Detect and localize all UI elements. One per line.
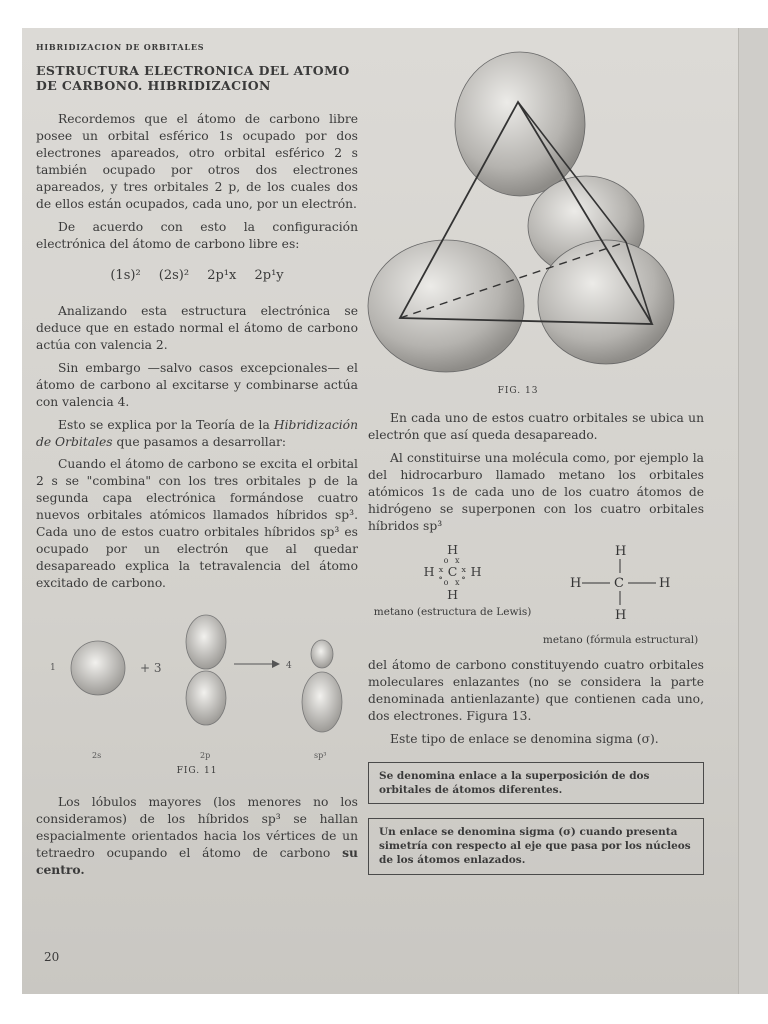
label-2s: 2s xyxy=(92,751,102,761)
fig11-number-4: 4 xyxy=(286,661,292,672)
methane-structural-diagram xyxy=(566,543,676,625)
right-column xyxy=(368,410,704,875)
paragraph: Cuando el átomo de carbono se excita el orbital 2 s se "combina" con los tres orbitales p de la segunda capa electrónica formándose cuatro nuevos orbitales atómicos llamados híbridos sp³. Cada uno de estos cuatro orbitales híbridos sp³ es ocupado por un electrón que al quedar desapareado explica la tetravalencia del átomo excitado de carbono. xyxy=(36,457,358,591)
electron-configuration: (1s)² (2s)² 2p¹x 2p¹y xyxy=(110,267,284,283)
orbital-sp3-small-lobe xyxy=(311,640,333,668)
svg-text:H: H xyxy=(614,543,626,559)
orbital-lobe-top xyxy=(455,52,585,196)
bold-phrase: su centro. xyxy=(36,845,358,878)
structural-caption: metano (fórmula estructural) xyxy=(542,633,699,646)
running-head: HIBRIDIZACION DE ORBITALES xyxy=(36,42,205,52)
orbital-2p-lower-lobe xyxy=(186,671,226,725)
structural-formula xyxy=(543,543,698,647)
paragraph: De acuerdo con esto la configuración electrónica del átomo de carbono libre es: xyxy=(36,219,358,251)
book-page xyxy=(22,28,738,994)
paragraph: Al constituirse una molécula como, por ejemplo la del hidrocarburo llamado metano los orbitales atómicos 1s de cada uno de los cuatro átomos de hidrógeno se superponen con los cuatro orbitales híbridos sp³ xyxy=(368,450,704,533)
lewis-caption: metano (estructura de Lewis) xyxy=(373,605,532,618)
paragraph: Sin embargo —salvo casos excepcionales— el átomo de carbono al excitarse y combinarse actúa con valencia 4. xyxy=(36,360,358,409)
svg-text:H: H xyxy=(614,607,626,623)
methane-formulas xyxy=(368,543,704,647)
tetrahedral-orbitals-diagram xyxy=(358,40,678,376)
orbital-sp3-large-lobe xyxy=(302,672,342,732)
paragraph: Los lóbulos mayores (los menores no los consideramos) de los híbridos sp³ se hallan espacialmente orientados hacia los vértices de un tetraedro ocupando el átomo de carbono su centro. xyxy=(36,795,358,878)
paragraph: En cada uno de estos cuatro orbitales se ubica un electrón que así queda desapareado. xyxy=(368,411,704,442)
orbital-hybridization-diagram xyxy=(36,610,358,760)
label-2p: 2p xyxy=(200,751,211,761)
section-title: ESTRUCTURA ELECTRONICA DEL ATOMO DE CARBONO. HIBRIDIZACION xyxy=(36,63,350,94)
definition-box-sigma: Un enlace se denomina sigma (σ) cuando presenta simetría con respecto al eje que pasa por los núcleos de los átomos enlazados. xyxy=(368,818,704,875)
svg-text:C: C xyxy=(613,575,624,591)
arrow-head-icon xyxy=(272,660,280,668)
label-sp3: sp³ xyxy=(314,751,327,761)
fig11-number-1: 1 xyxy=(50,663,56,674)
paragraph: Este tipo de enlace se denomina sigma (σ). xyxy=(390,731,659,746)
paragraph: del átomo de carbono constituyendo cuatro orbitales moleculares enlazantes (no se considera la parte denominada antienlazante) que contienen cada uno, dos electrones. Figura 13. xyxy=(368,657,704,723)
left-column xyxy=(36,42,358,885)
orbital-lobe-left xyxy=(368,240,524,372)
lewis-structure: H o x H ˣ̥ C ˣ̥ H o x H metano (estructura de Lewis) xyxy=(373,541,532,618)
svg-text:H: H xyxy=(658,575,670,591)
orbital-2s xyxy=(71,641,125,695)
fig13-caption: FIG. 13 xyxy=(497,386,539,396)
adjacent-page-edge xyxy=(738,28,768,994)
fig11-caption: FIG. 11 xyxy=(176,766,218,777)
figure-13 xyxy=(358,40,678,400)
paragraph: Analizando esta estructura electrónica se deduce que en estado normal el átomo de carbono actúa con valencia 2. xyxy=(36,303,358,352)
paragraph: Esto se explica por la Teoría de la Hibridización de Orbitales que pasamos a desarrollar: xyxy=(36,417,358,449)
orbital-2p-upper-lobe xyxy=(186,615,226,669)
svg-text:H: H xyxy=(569,575,581,591)
fig11-plus-3: + 3 xyxy=(140,661,162,676)
paragraph: Recordemos que el átomo de carbono libre posee un orbital esférico 1s ocupado por dos electrones apareados, otro orbital esférico 2 s también ocupado por otros dos electrones apareados, y tres orbitales 2 p, de los cuales dos de ellos están ocupados, cada uno, por un electrón. xyxy=(36,112,358,211)
figure-11 xyxy=(36,610,358,780)
definition-box-bond: Se denomina enlace a la superposición de dos orbitales de átomos diferentes. xyxy=(368,762,704,804)
term-hybridization: Hibridización de Orbitales xyxy=(36,417,358,449)
orbital-lobe-right xyxy=(538,240,674,364)
page-number: 20 xyxy=(44,950,60,964)
